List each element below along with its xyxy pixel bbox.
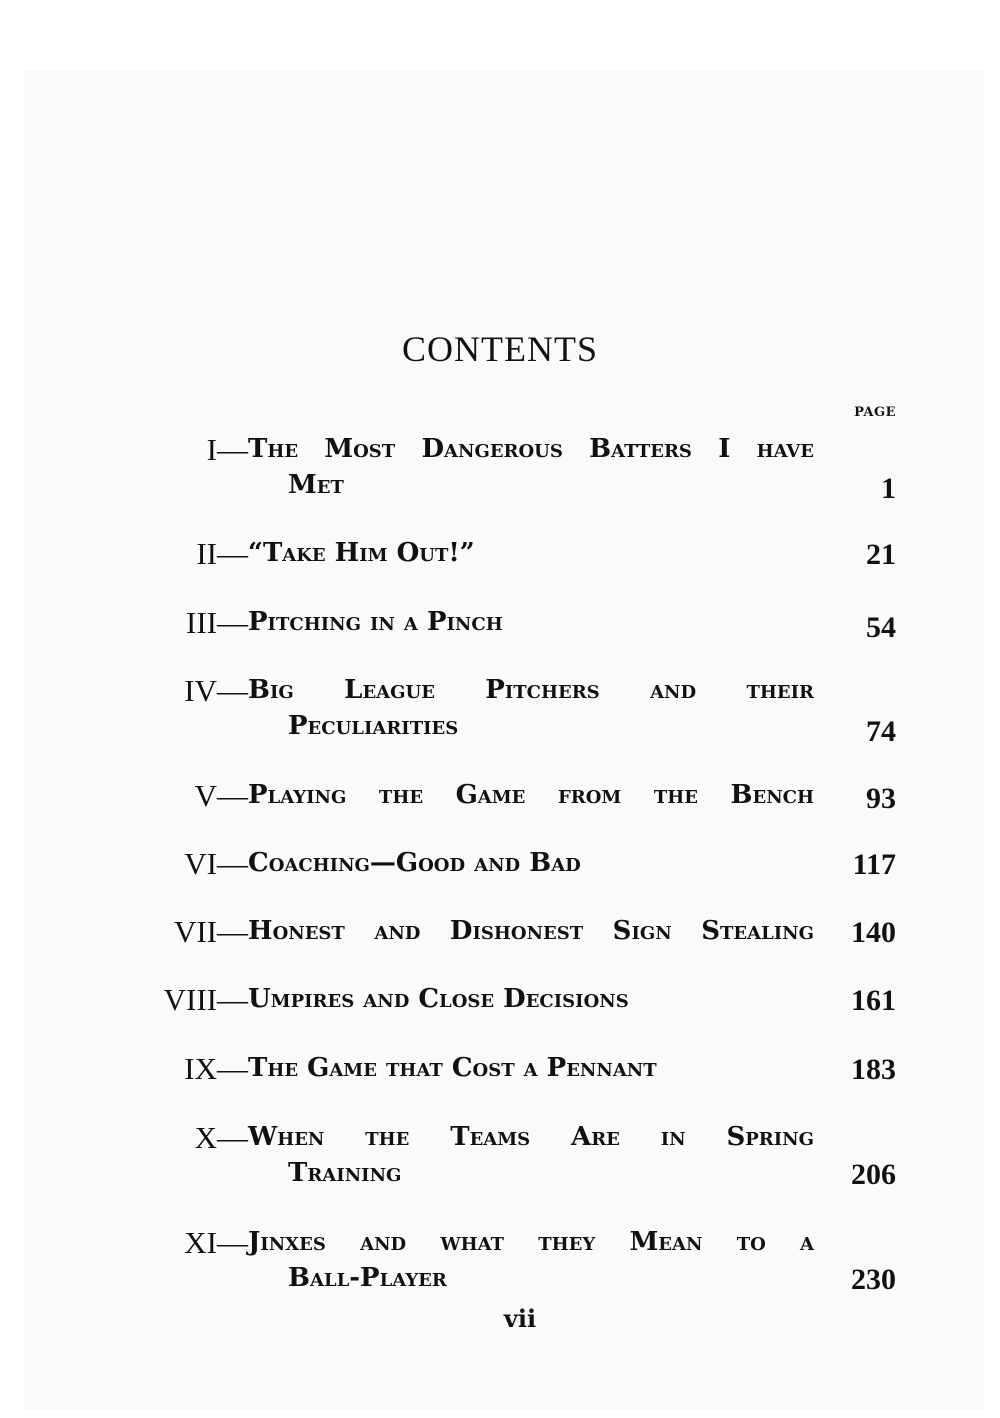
toc-entry-2[interactable] [0,536,1000,576]
folio-page-number: vii [503,1304,537,1333]
chapter-title-continued: Training [288,1158,402,1188]
chapter-numeral: VIII— [163,982,248,1017]
toc-entry-7[interactable] [0,914,1000,954]
page-number: 206 [851,1158,896,1191]
chapter-title: Coaching—Good and Bad [248,848,581,878]
toc-entry-1[interactable] [0,432,1000,505]
page-number: 74 [866,715,896,748]
chapter-title: Pitching in a Pinch [248,607,503,637]
page-number: 140 [851,916,896,949]
chapter-title: Honest and Dishonest Sign Stealing [248,916,814,946]
page-column-label: PAGE [854,405,896,420]
toc-entry-10[interactable] [0,1120,1000,1191]
chapter-numeral: II— [196,536,248,571]
chapter-numeral: VI— [184,846,248,881]
chapter-title: When the Teams Are in Spring [248,1122,814,1152]
page-number: 93 [866,782,896,815]
toc-entry-3[interactable] [0,605,1000,645]
chapter-title: Playing the Game from the Bench [248,780,814,810]
chapter-title-continued: Ball-Player [288,1263,447,1293]
chapter-title: The Game that Cost a Pennant [248,1053,657,1083]
chapter-title: “Take Him Out!” [248,538,475,568]
toc-entry-8[interactable] [0,982,1000,1022]
contents-heading: CONTENTS [402,329,598,369]
chapter-title: The Most Dangerous Batters I have [248,434,814,464]
page-number: 230 [851,1263,896,1296]
page-number: 161 [851,984,896,1017]
toc-entry-11[interactable] [0,1225,1000,1296]
chapter-numeral: IX— [184,1051,248,1086]
page-number: 183 [851,1053,896,1086]
toc-entry-6[interactable] [0,846,1000,886]
chapter-title-continued: Peculiarities [288,711,459,741]
chapter-numeral: III— [186,605,248,640]
book-page [24,70,984,1410]
page-number: 21 [866,538,896,571]
toc-entry-4[interactable] [0,673,1000,748]
chapter-numeral: VII— [173,914,248,949]
page-number: 54 [866,611,896,644]
toc-entry-9[interactable] [0,1051,1000,1091]
chapter-numeral: I— [206,432,248,467]
page-number: 117 [852,848,896,881]
chapter-title-continued: Met [288,470,344,500]
chapter-title: Umpires and Close Decisions [248,984,629,1014]
page-number: 1 [881,472,896,505]
toc-entry-5[interactable] [0,778,1000,818]
chapter-title: Jinxes and what they Mean to a [248,1227,814,1257]
chapter-numeral: IV— [184,673,248,708]
chapter-numeral: XI— [184,1225,248,1260]
chapter-numeral: V— [194,778,248,813]
chapter-numeral: X— [194,1120,248,1155]
chapter-title: Big League Pitchers and their [248,675,814,705]
